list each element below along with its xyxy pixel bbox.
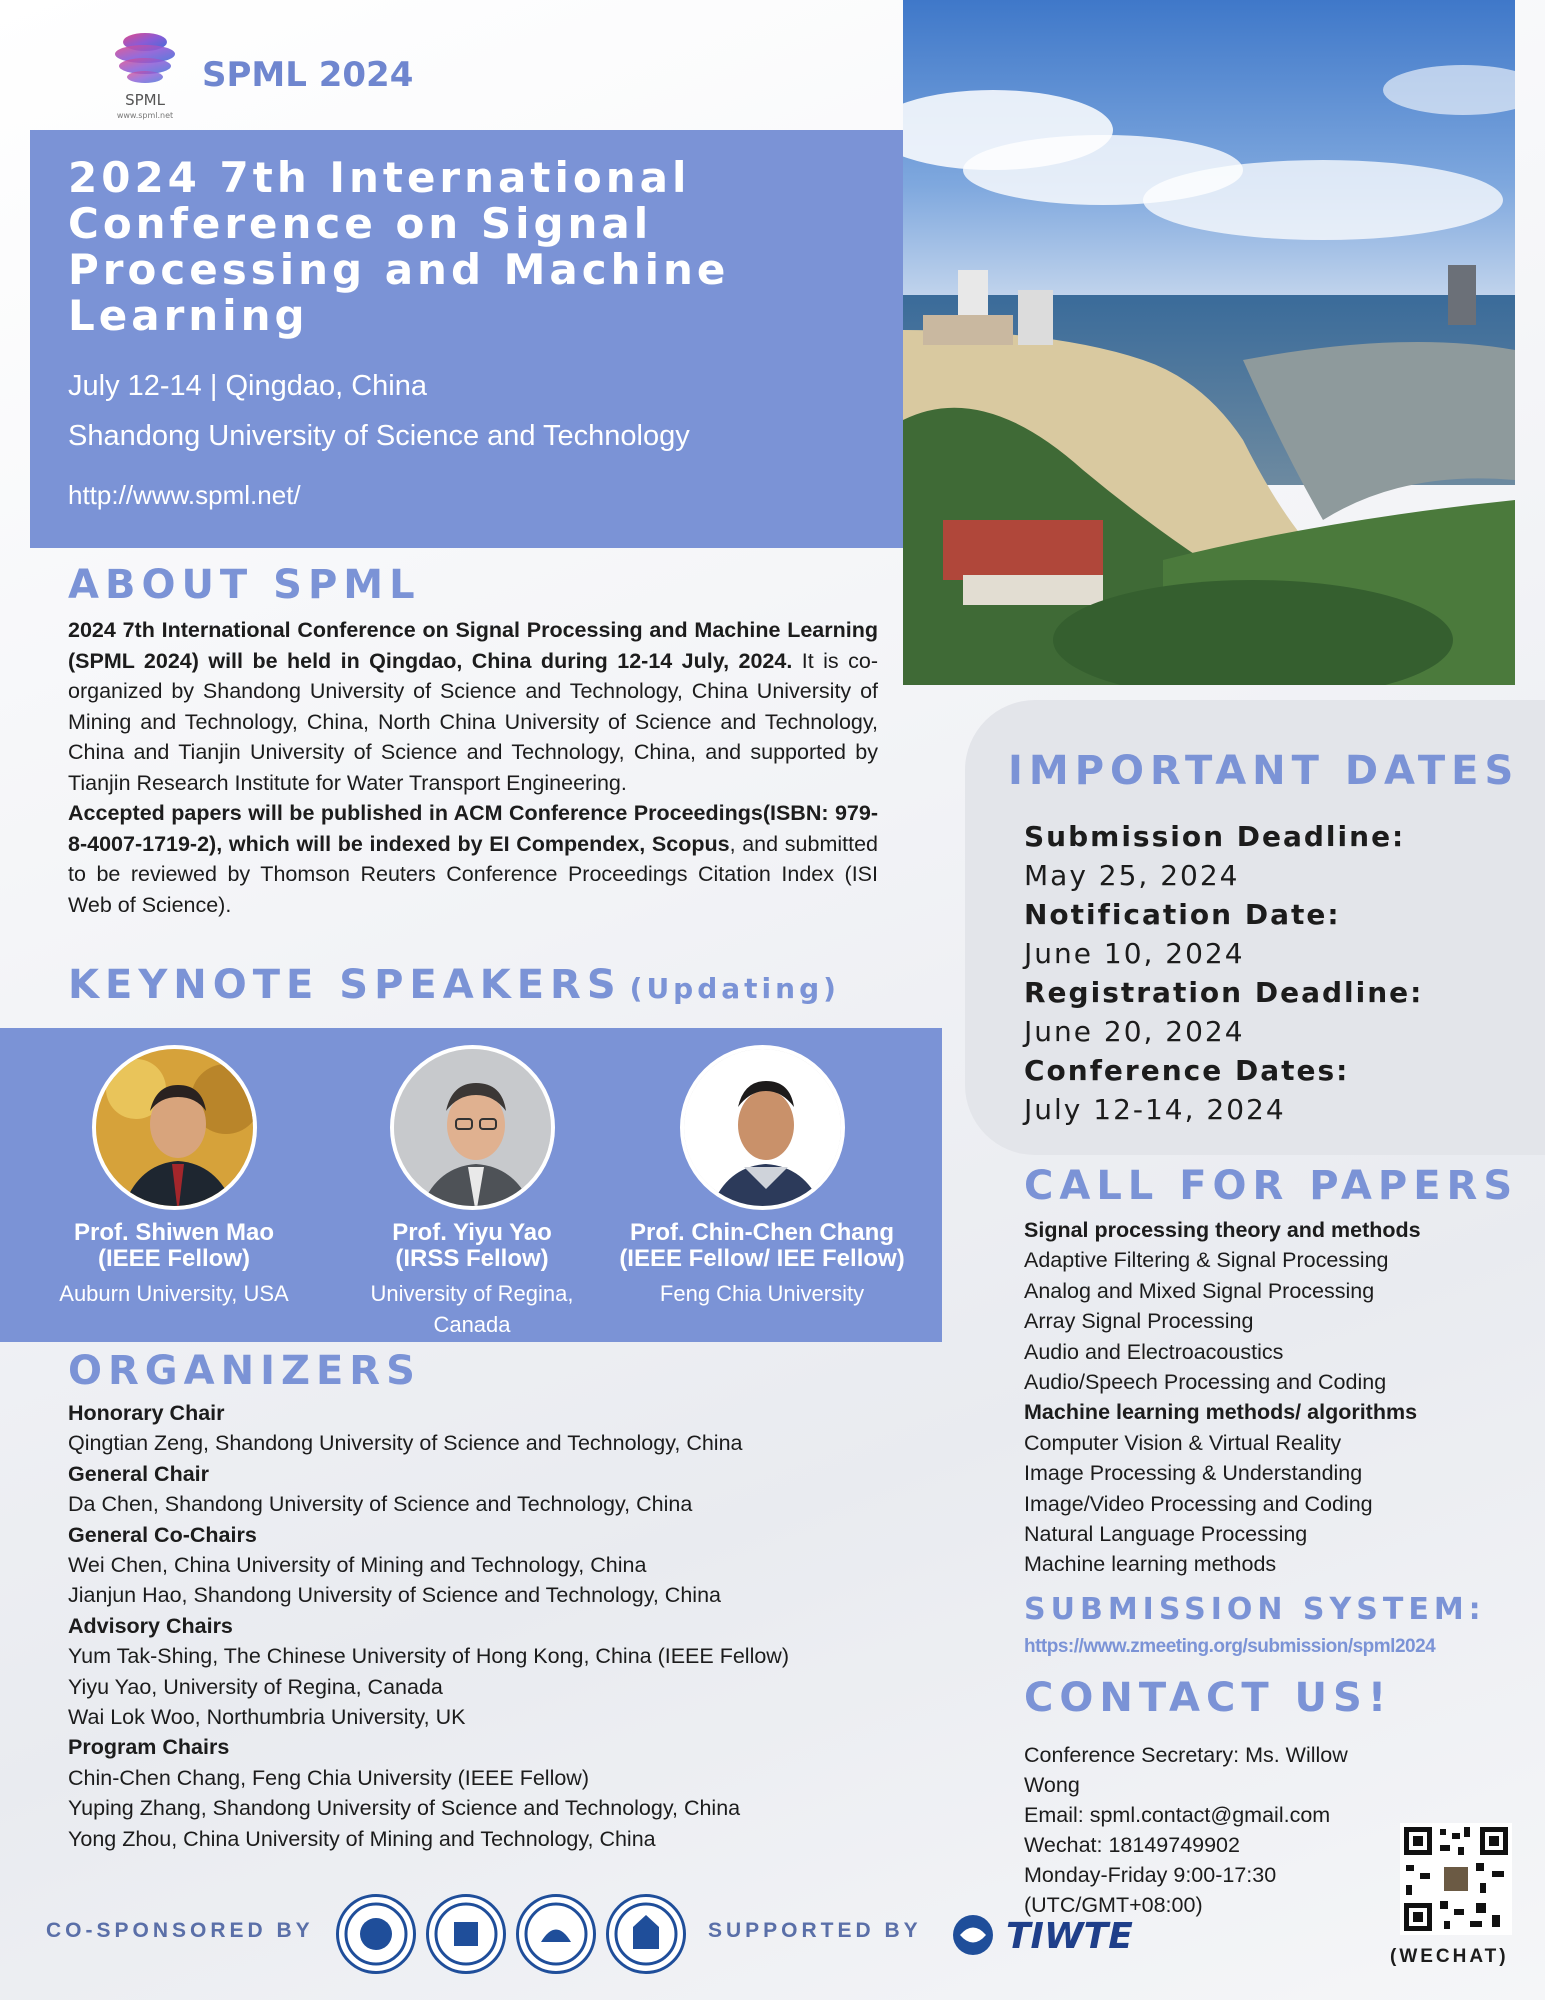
cfp-topic: Audio and Electroacoustics — [1024, 1339, 1284, 1364]
contact-line: Monday-Friday 9:00-17:30 — [1024, 1863, 1277, 1887]
title-line: Processing and Machine — [68, 245, 730, 294]
submission-url-link[interactable]: https://www.zmeeting.org/submission/spml2024 — [1024, 1636, 1436, 1657]
speaker-affiliation: Feng Chia University — [659, 1281, 865, 1306]
speaker-title: (IRSS Fellow) — [395, 1245, 549, 1272]
logo-url: www.spml.net — [116, 111, 174, 120]
university-seal-icon — [606, 1894, 686, 1974]
cfp-topic: Computer Vision & Virtual Reality — [1024, 1430, 1342, 1455]
keynote-updating-note: (Updating) — [629, 972, 840, 1005]
cfp-topic: Adaptive Filtering & Signal Processing — [1024, 1248, 1389, 1273]
keynote-heading-text: KEYNOTE SPEAKERS — [68, 962, 622, 1008]
speaker-card — [612, 1045, 912, 1309]
conference-url-link[interactable]: http://www.spml.net/ — [68, 480, 301, 510]
date-value: July 12-14, 2024 — [1024, 1093, 1286, 1126]
organizers-heading: ORGANIZERS — [68, 1348, 421, 1394]
organizers-list — [68, 1398, 878, 1854]
keynote-heading — [68, 962, 840, 1008]
university-seal-icon — [516, 1894, 596, 1974]
speaker-card — [322, 1045, 622, 1340]
contact-email[interactable]: Email: spml.contact@gmail.com — [1024, 1803, 1331, 1827]
speaker-title: (IEEE Fellow) — [97, 1245, 250, 1272]
cfp-topic: Array Signal Processing — [1024, 1309, 1254, 1334]
call-for-papers-heading: CALL FOR PAPERS — [1024, 1163, 1519, 1209]
cfp-topic: Image/Video Processing and Coding — [1024, 1491, 1373, 1516]
cfp-topic: Image Processing & Understanding — [1024, 1461, 1363, 1486]
org-person: Jianjun Hao, Shandong University of Science and Technology, China — [68, 1583, 721, 1608]
org-role: Program Chairs — [68, 1735, 230, 1760]
qingdao-coast-photo — [903, 0, 1515, 685]
speaker-card — [24, 1045, 324, 1309]
title-line: Learning — [68, 291, 309, 340]
cfp-topic: Audio/Speech Processing and Coding — [1024, 1370, 1387, 1395]
contact-line: (UTC/GMT+08:00) — [1024, 1893, 1203, 1917]
wechat-qr-code-icon — [1400, 1823, 1512, 1935]
org-person: Wei Chen, China University of Mining and Technology, China — [68, 1553, 647, 1578]
speaker-name-text: Prof. Yiyu Yao — [392, 1219, 552, 1246]
date-value: June 20, 2024 — [1024, 1015, 1245, 1048]
speaker-portrait — [92, 1045, 257, 1210]
cfp-topic: Natural Language Processing — [1024, 1522, 1308, 1547]
org-person: Wai Lok Woo, Northumbria University, UK — [68, 1705, 466, 1730]
important-dates-heading: IMPORTANT DATES — [1008, 748, 1520, 794]
speaker-name — [612, 1220, 912, 1272]
conference-venue: Shandong University of Science and Technology — [68, 420, 690, 452]
call-for-papers-list — [1024, 1215, 1524, 1580]
speaker-affiliation: Auburn University, USA — [59, 1281, 289, 1306]
org-person: Yuping Zhang, Shandong University of Science and Technology, China — [68, 1796, 741, 1821]
cfp-topic: Analog and Mixed Signal Processing — [1024, 1278, 1375, 1303]
contact-list — [1024, 1740, 1404, 1920]
date-label: Notification Date: — [1024, 898, 1341, 931]
speaker-portrait — [680, 1045, 845, 1210]
speaker-portrait — [390, 1045, 555, 1210]
date-label: Conference Dates: — [1024, 1054, 1350, 1087]
title-line: Conference on Signal — [68, 199, 653, 248]
date-label: Submission Deadline: — [1024, 820, 1406, 853]
org-role: Honorary Chair — [68, 1401, 225, 1425]
org-role: Advisory Chairs — [68, 1613, 233, 1638]
submission-system-heading: SUBMISSION SYSTEM: — [1024, 1592, 1486, 1627]
important-dates-list — [1024, 818, 1524, 1130]
about-paragraph — [68, 615, 878, 920]
org-person: Qingtian Zeng, Shandong University of Science and Technology, China — [68, 1431, 743, 1456]
date-value: June 10, 2024 — [1024, 937, 1245, 970]
contact-line: Conference Secretary: Ms. Willow Wong — [1024, 1743, 1348, 1797]
org-person: Chin-Chen Chang, Feng Chia University (IEEE Fellow) — [68, 1765, 589, 1790]
university-seal-icon — [426, 1894, 506, 1974]
speaker-name-text: Prof. Chin-Chen Chang — [630, 1219, 894, 1246]
speaker-title: (IEEE Fellow/ IEE Fellow) — [619, 1245, 905, 1272]
speaker-name — [24, 1220, 324, 1272]
co-sponsored-label: CO-SPONSORED BY — [46, 1919, 314, 1942]
org-person: Yong Zhou, China University of Mining and Technology, China — [68, 1826, 656, 1851]
org-person: Da Chen, Shandong University of Science and Technology, China — [68, 1492, 693, 1517]
cfp-topic: Machine learning methods — [1024, 1552, 1277, 1577]
university-seal-icon — [336, 1894, 416, 1974]
conference-date-place: July 12-14 | Qingdao, China — [68, 370, 427, 402]
speaker-affiliation: University of Regina, Canada — [370, 1281, 574, 1337]
org-role: General Co-Chairs — [68, 1522, 257, 1547]
wechat-label: (WECHAT) — [1390, 1946, 1509, 1967]
org-role: General Chair — [68, 1461, 209, 1486]
title-line: 2024 7th International — [68, 153, 691, 202]
about-bold-intro: 2024 7th International Conference on Signal Processing and Machine Learning (SPML 2024) will be held in Qingdao, China during 12-14 July, 2024. — [68, 618, 878, 673]
about-heading: ABOUT SPML — [68, 562, 421, 608]
brand-title: SPML 2024 — [202, 55, 414, 95]
about-publication-rest: , and submitted to be reviewed by Thomson Reuters Conference Proceedings Citation Index (ISI Web of Science). — [68, 831, 878, 917]
org-person: Yum Tak-Shing, The Chinese University of Hong Kong, China (IEEE Fellow) — [68, 1644, 789, 1669]
date-label: Registration Deadline: — [1024, 976, 1424, 1009]
supported-by-label: SUPPORTED BY — [708, 1919, 922, 1942]
spml-logo — [100, 20, 190, 125]
org-person: Yiyu Yao, University of Regina, Canada — [68, 1674, 443, 1699]
speaker-name — [322, 1220, 622, 1272]
cfp-category: Signal processing theory and methods — [1024, 1218, 1421, 1242]
date-value: May 25, 2024 — [1024, 859, 1240, 892]
about-intro-rest: It is co-organized by Shandong University of Science and Technology, China University of Mining and Technology, China, North China University of Science and Technology, China and Tianjin University of Science and Technology, China, and supported by Tianjin Research Institute for Water Transport Engineering. — [68, 648, 878, 795]
conference-title — [68, 155, 878, 339]
speaker-name-text: Prof. Shiwen Mao — [73, 1219, 274, 1246]
contact-heading: CONTACT US! — [1024, 1675, 1393, 1721]
logo-text: SPML — [125, 91, 165, 109]
contact-line: Wechat: 18149749902 — [1024, 1833, 1240, 1857]
about-bold-publication: Accepted papers will be published in ACM Conference Proceedings(ISBN: 979-8-4007-1719-2), which will be indexed by EI Compendex, Scopus — [68, 801, 878, 856]
cfp-category: Machine learning methods/ algorithms — [1024, 1400, 1418, 1425]
tiwte-text: TIWTE — [1006, 1916, 1133, 1957]
